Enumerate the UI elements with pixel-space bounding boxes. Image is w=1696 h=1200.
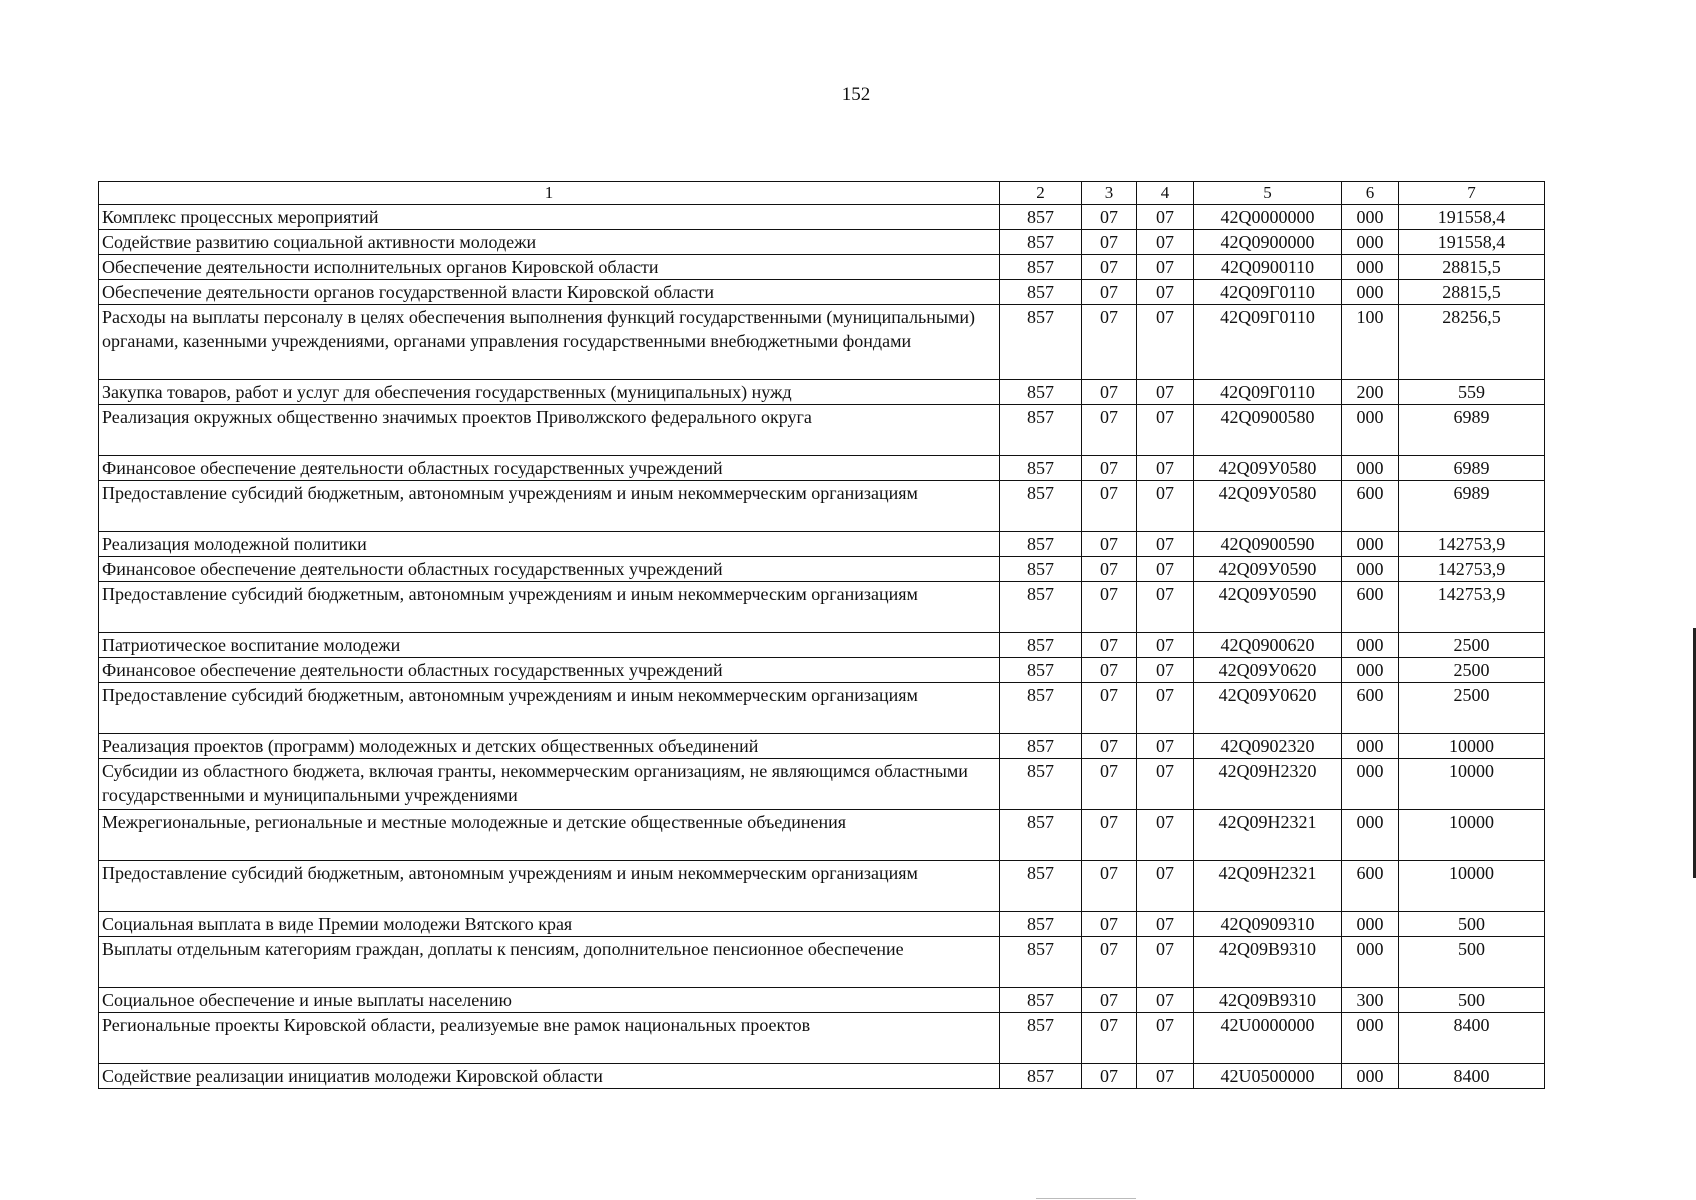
row-amount-cell: 8400 xyxy=(1399,1013,1545,1064)
table-row xyxy=(99,912,1545,937)
row-section-cell: 07 xyxy=(1082,658,1137,683)
row-expense-type-cell: 100 xyxy=(1342,305,1399,380)
row-ministry-code-cell: 857 xyxy=(1000,988,1082,1013)
row-amount-cell: 8400 xyxy=(1399,1064,1545,1089)
row-expense-type-cell: 600 xyxy=(1342,481,1399,532)
header-cell-2: 2 xyxy=(1000,182,1082,205)
row-target-article-cell: 42Q0900000 xyxy=(1194,230,1342,255)
row-subsection-cell: 07 xyxy=(1137,988,1194,1013)
row-ministry-code-cell: 857 xyxy=(1000,456,1082,481)
row-amount-cell: 142753,9 xyxy=(1399,557,1545,582)
row-name-cell: Патриотическое воспитание молодежи xyxy=(99,633,1000,658)
row-expense-type-cell: 000 xyxy=(1342,205,1399,230)
row-name-cell: Реализация молодежной политики xyxy=(99,532,1000,557)
row-expense-type-cell: 000 xyxy=(1342,912,1399,937)
row-ministry-code-cell: 857 xyxy=(1000,1013,1082,1064)
row-section-cell: 07 xyxy=(1082,205,1137,230)
table-row xyxy=(99,481,1545,532)
row-section-cell: 07 xyxy=(1082,557,1137,582)
row-subsection-cell: 07 xyxy=(1137,557,1194,582)
row-section-cell: 07 xyxy=(1082,937,1137,988)
row-ministry-code-cell: 857 xyxy=(1000,405,1082,456)
row-name-cell: Финансовое обеспечение деятельности областных государственных учреждений xyxy=(99,658,1000,683)
row-section-cell: 07 xyxy=(1082,633,1137,658)
row-expense-type-cell: 000 xyxy=(1342,633,1399,658)
row-name-cell: Обеспечение деятельности исполнительных органов Кировской области xyxy=(99,255,1000,280)
row-amount-cell: 191558,4 xyxy=(1399,230,1545,255)
row-target-article-cell: 42Q09В9310 xyxy=(1194,937,1342,988)
row-name-cell: Реализация проектов (программ) молодежных и детских общественных объединений xyxy=(99,734,1000,759)
row-ministry-code-cell: 857 xyxy=(1000,305,1082,380)
row-name-cell: Социальная выплата в виде Премии молодежи Вятского края xyxy=(99,912,1000,937)
row-target-article-cell: 42U0000000 xyxy=(1194,1013,1342,1064)
row-name-cell: Содействие развитию социальной активности молодежи xyxy=(99,230,1000,255)
table-row xyxy=(99,532,1545,557)
row-section-cell: 07 xyxy=(1082,230,1137,255)
table-row xyxy=(99,305,1545,380)
row-amount-cell: 142753,9 xyxy=(1399,582,1545,633)
row-name-cell: Расходы на выплаты персоналу в целях обеспечения выполнения функций государственными (муниципальными) органами, казенными учреждениями, органами управления государственными внебюджетными фондами xyxy=(99,305,1000,380)
row-expense-type-cell: 000 xyxy=(1342,230,1399,255)
row-subsection-cell: 07 xyxy=(1137,582,1194,633)
row-expense-type-cell: 000 xyxy=(1342,658,1399,683)
row-section-cell: 07 xyxy=(1082,683,1137,734)
row-expense-type-cell: 000 xyxy=(1342,280,1399,305)
row-target-article-cell: 42Q0909310 xyxy=(1194,912,1342,937)
table-row xyxy=(99,205,1545,230)
row-section-cell: 07 xyxy=(1082,405,1137,456)
table-body xyxy=(99,205,1545,1089)
row-section-cell: 07 xyxy=(1082,305,1137,380)
budget-table xyxy=(98,181,1545,1089)
row-subsection-cell: 07 xyxy=(1137,380,1194,405)
row-name-cell: Комплекс процессных мероприятий xyxy=(99,205,1000,230)
row-name-cell: Межрегиональные, региональные и местные молодежные и детские общественные объединения xyxy=(99,810,1000,861)
row-expense-type-cell: 000 xyxy=(1342,1064,1399,1089)
row-amount-cell: 10000 xyxy=(1399,810,1545,861)
row-name-cell: Содействие реализации инициатив молодежи Кировской области xyxy=(99,1064,1000,1089)
table-row xyxy=(99,633,1545,658)
row-amount-cell: 2500 xyxy=(1399,683,1545,734)
header-cell-3: 3 xyxy=(1082,182,1137,205)
row-section-cell: 07 xyxy=(1082,861,1137,912)
table-row xyxy=(99,759,1545,810)
row-section-cell: 07 xyxy=(1082,988,1137,1013)
row-name-cell: Субсидии из областного бюджета, включая гранты, некоммерческим организациям, не являющимся областными государственными и муниципальными учреждениями xyxy=(99,759,1000,810)
table-row xyxy=(99,988,1545,1013)
table-row xyxy=(99,380,1545,405)
row-amount-cell: 2500 xyxy=(1399,633,1545,658)
row-ministry-code-cell: 857 xyxy=(1000,230,1082,255)
row-amount-cell: 6989 xyxy=(1399,456,1545,481)
table-row xyxy=(99,861,1545,912)
row-target-article-cell: 42Q09У0580 xyxy=(1194,481,1342,532)
row-section-cell: 07 xyxy=(1082,532,1137,557)
row-subsection-cell: 07 xyxy=(1137,937,1194,988)
row-target-article-cell: 42Q09У0590 xyxy=(1194,582,1342,633)
row-ministry-code-cell: 857 xyxy=(1000,658,1082,683)
row-subsection-cell: 07 xyxy=(1137,734,1194,759)
row-section-cell: 07 xyxy=(1082,912,1137,937)
row-expense-type-cell: 000 xyxy=(1342,255,1399,280)
row-target-article-cell: 42Q09Н2321 xyxy=(1194,810,1342,861)
row-section-cell: 07 xyxy=(1082,255,1137,280)
table-row xyxy=(99,1013,1545,1064)
row-subsection-cell: 07 xyxy=(1137,1064,1194,1089)
row-expense-type-cell: 000 xyxy=(1342,1013,1399,1064)
row-amount-cell: 28815,5 xyxy=(1399,280,1545,305)
row-ministry-code-cell: 857 xyxy=(1000,937,1082,988)
row-subsection-cell: 07 xyxy=(1137,205,1194,230)
header-cell-1: 1 xyxy=(99,182,1000,205)
table-row xyxy=(99,683,1545,734)
row-ministry-code-cell: 857 xyxy=(1000,280,1082,305)
row-target-article-cell: 42Q09Н2321 xyxy=(1194,861,1342,912)
row-amount-cell: 6989 xyxy=(1399,405,1545,456)
row-expense-type-cell: 000 xyxy=(1342,937,1399,988)
row-section-cell: 07 xyxy=(1082,456,1137,481)
row-target-article-cell: 42Q09У0590 xyxy=(1194,557,1342,582)
row-section-cell: 07 xyxy=(1082,1013,1137,1064)
row-name-cell: Реализация окружных общественно значимых проектов Приволжского федерального округа xyxy=(99,405,1000,456)
row-amount-cell: 2500 xyxy=(1399,658,1545,683)
row-ministry-code-cell: 857 xyxy=(1000,255,1082,280)
row-amount-cell: 142753,9 xyxy=(1399,532,1545,557)
row-amount-cell: 28815,5 xyxy=(1399,255,1545,280)
row-name-cell: Предоставление субсидий бюджетным, автономным учреждениям и иным некоммерческим организациям xyxy=(99,683,1000,734)
row-name-cell: Предоставление субсидий бюджетным, автономным учреждениям и иным некоммерческим организациям xyxy=(99,582,1000,633)
row-subsection-cell: 07 xyxy=(1137,305,1194,380)
row-target-article-cell: 42Q09У0620 xyxy=(1194,683,1342,734)
row-ministry-code-cell: 857 xyxy=(1000,582,1082,633)
row-expense-type-cell: 600 xyxy=(1342,582,1399,633)
row-section-cell: 07 xyxy=(1082,582,1137,633)
row-section-cell: 07 xyxy=(1082,759,1137,810)
row-ministry-code-cell: 857 xyxy=(1000,380,1082,405)
header-cell-4: 4 xyxy=(1137,182,1194,205)
row-target-article-cell: 42Q0902320 xyxy=(1194,734,1342,759)
row-target-article-cell: 42Q0900580 xyxy=(1194,405,1342,456)
budget-table-container xyxy=(98,181,1544,1089)
row-expense-type-cell: 000 xyxy=(1342,759,1399,810)
row-subsection-cell: 07 xyxy=(1137,481,1194,532)
row-section-cell: 07 xyxy=(1082,280,1137,305)
row-target-article-cell: 42Q09У0580 xyxy=(1194,456,1342,481)
row-subsection-cell: 07 xyxy=(1137,810,1194,861)
row-subsection-cell: 07 xyxy=(1137,405,1194,456)
row-ministry-code-cell: 857 xyxy=(1000,557,1082,582)
header-cell-7: 7 xyxy=(1399,182,1545,205)
row-ministry-code-cell: 857 xyxy=(1000,1064,1082,1089)
row-subsection-cell: 07 xyxy=(1137,658,1194,683)
row-target-article-cell: 42Q0900110 xyxy=(1194,255,1342,280)
table-row xyxy=(99,405,1545,456)
row-amount-cell: 10000 xyxy=(1399,861,1545,912)
header-cell-6: 6 xyxy=(1342,182,1399,205)
table-row xyxy=(99,582,1545,633)
row-amount-cell: 191558,4 xyxy=(1399,205,1545,230)
row-name-cell: Предоставление субсидий бюджетным, автономным учреждениям и иным некоммерческим организациям xyxy=(99,861,1000,912)
row-expense-type-cell: 000 xyxy=(1342,532,1399,557)
row-section-cell: 07 xyxy=(1082,481,1137,532)
row-target-article-cell: 42Q09Г0110 xyxy=(1194,280,1342,305)
row-expense-type-cell: 000 xyxy=(1342,405,1399,456)
row-amount-cell: 6989 xyxy=(1399,481,1545,532)
row-name-cell: Обеспечение деятельности органов государственной власти Кировской области xyxy=(99,280,1000,305)
row-ministry-code-cell: 857 xyxy=(1000,734,1082,759)
row-name-cell: Региональные проекты Кировской области, реализуемые вне рамок национальных проектов xyxy=(99,1013,1000,1064)
row-ministry-code-cell: 857 xyxy=(1000,759,1082,810)
header-cell-5: 5 xyxy=(1194,182,1342,205)
row-expense-type-cell: 600 xyxy=(1342,861,1399,912)
row-subsection-cell: 07 xyxy=(1137,759,1194,810)
row-target-article-cell: 42Q09В9310 xyxy=(1194,988,1342,1013)
row-name-cell: Закупка товаров, работ и услуг для обеспечения государственных (муниципальных) нужд xyxy=(99,380,1000,405)
row-expense-type-cell: 000 xyxy=(1342,456,1399,481)
row-subsection-cell: 07 xyxy=(1137,255,1194,280)
row-name-cell: Финансовое обеспечение деятельности областных государственных учреждений xyxy=(99,456,1000,481)
row-ministry-code-cell: 857 xyxy=(1000,205,1082,230)
row-subsection-cell: 07 xyxy=(1137,230,1194,255)
row-target-article-cell: 42Q0900620 xyxy=(1194,633,1342,658)
row-amount-cell: 500 xyxy=(1399,988,1545,1013)
table-row xyxy=(99,734,1545,759)
row-expense-type-cell: 000 xyxy=(1342,734,1399,759)
row-subsection-cell: 07 xyxy=(1137,532,1194,557)
row-section-cell: 07 xyxy=(1082,734,1137,759)
row-amount-cell: 500 xyxy=(1399,912,1545,937)
table-row xyxy=(99,1064,1545,1089)
page-number: 152 xyxy=(841,84,871,105)
table-row xyxy=(99,557,1545,582)
row-name-cell: Выплаты отдельным категориям граждан, доплаты к пенсиям, дополнительное пенсионное обеспечение xyxy=(99,937,1000,988)
row-expense-type-cell: 000 xyxy=(1342,557,1399,582)
row-expense-type-cell: 200 xyxy=(1342,380,1399,405)
table-row xyxy=(99,937,1545,988)
row-ministry-code-cell: 857 xyxy=(1000,683,1082,734)
row-section-cell: 07 xyxy=(1082,810,1137,861)
row-name-cell: Предоставление субсидий бюджетным, автономным учреждениям и иным некоммерческим организациям xyxy=(99,481,1000,532)
table-row xyxy=(99,658,1545,683)
table-row xyxy=(99,280,1545,305)
row-target-article-cell: 42Q09Г0110 xyxy=(1194,305,1342,380)
row-subsection-cell: 07 xyxy=(1137,861,1194,912)
row-ministry-code-cell: 857 xyxy=(1000,861,1082,912)
row-subsection-cell: 07 xyxy=(1137,912,1194,937)
row-amount-cell: 10000 xyxy=(1399,734,1545,759)
row-ministry-code-cell: 857 xyxy=(1000,810,1082,861)
row-ministry-code-cell: 857 xyxy=(1000,633,1082,658)
row-ministry-code-cell: 857 xyxy=(1000,481,1082,532)
row-name-cell: Социальное обеспечение и иные выплаты населению xyxy=(99,988,1000,1013)
row-section-cell: 07 xyxy=(1082,1064,1137,1089)
row-target-article-cell: 42U0500000 xyxy=(1194,1064,1342,1089)
table-row xyxy=(99,456,1545,481)
row-target-article-cell: 42Q09Н2320 xyxy=(1194,759,1342,810)
row-target-article-cell: 42Q09У0620 xyxy=(1194,658,1342,683)
row-subsection-cell: 07 xyxy=(1137,683,1194,734)
row-ministry-code-cell: 857 xyxy=(1000,912,1082,937)
row-ministry-code-cell: 857 xyxy=(1000,532,1082,557)
row-subsection-cell: 07 xyxy=(1137,280,1194,305)
table-row xyxy=(99,255,1545,280)
row-target-article-cell: 42Q09Г0110 xyxy=(1194,380,1342,405)
row-amount-cell: 28256,5 xyxy=(1399,305,1545,380)
table-row xyxy=(99,230,1545,255)
row-target-article-cell: 42Q0900590 xyxy=(1194,532,1342,557)
row-name-cell: Финансовое обеспечение деятельности областных государственных учреждений xyxy=(99,557,1000,582)
row-subsection-cell: 07 xyxy=(1137,456,1194,481)
row-amount-cell: 559 xyxy=(1399,380,1545,405)
row-subsection-cell: 07 xyxy=(1137,1013,1194,1064)
row-expense-type-cell: 300 xyxy=(1342,988,1399,1013)
row-subsection-cell: 07 xyxy=(1137,633,1194,658)
table-row xyxy=(99,810,1545,861)
scan-bottom-mark xyxy=(1036,1198,1136,1199)
row-expense-type-cell: 600 xyxy=(1342,683,1399,734)
table-header-row xyxy=(99,182,1545,205)
row-target-article-cell: 42Q0000000 xyxy=(1194,205,1342,230)
row-section-cell: 07 xyxy=(1082,380,1137,405)
row-expense-type-cell: 000 xyxy=(1342,810,1399,861)
row-amount-cell: 10000 xyxy=(1399,759,1545,810)
row-amount-cell: 500 xyxy=(1399,937,1545,988)
